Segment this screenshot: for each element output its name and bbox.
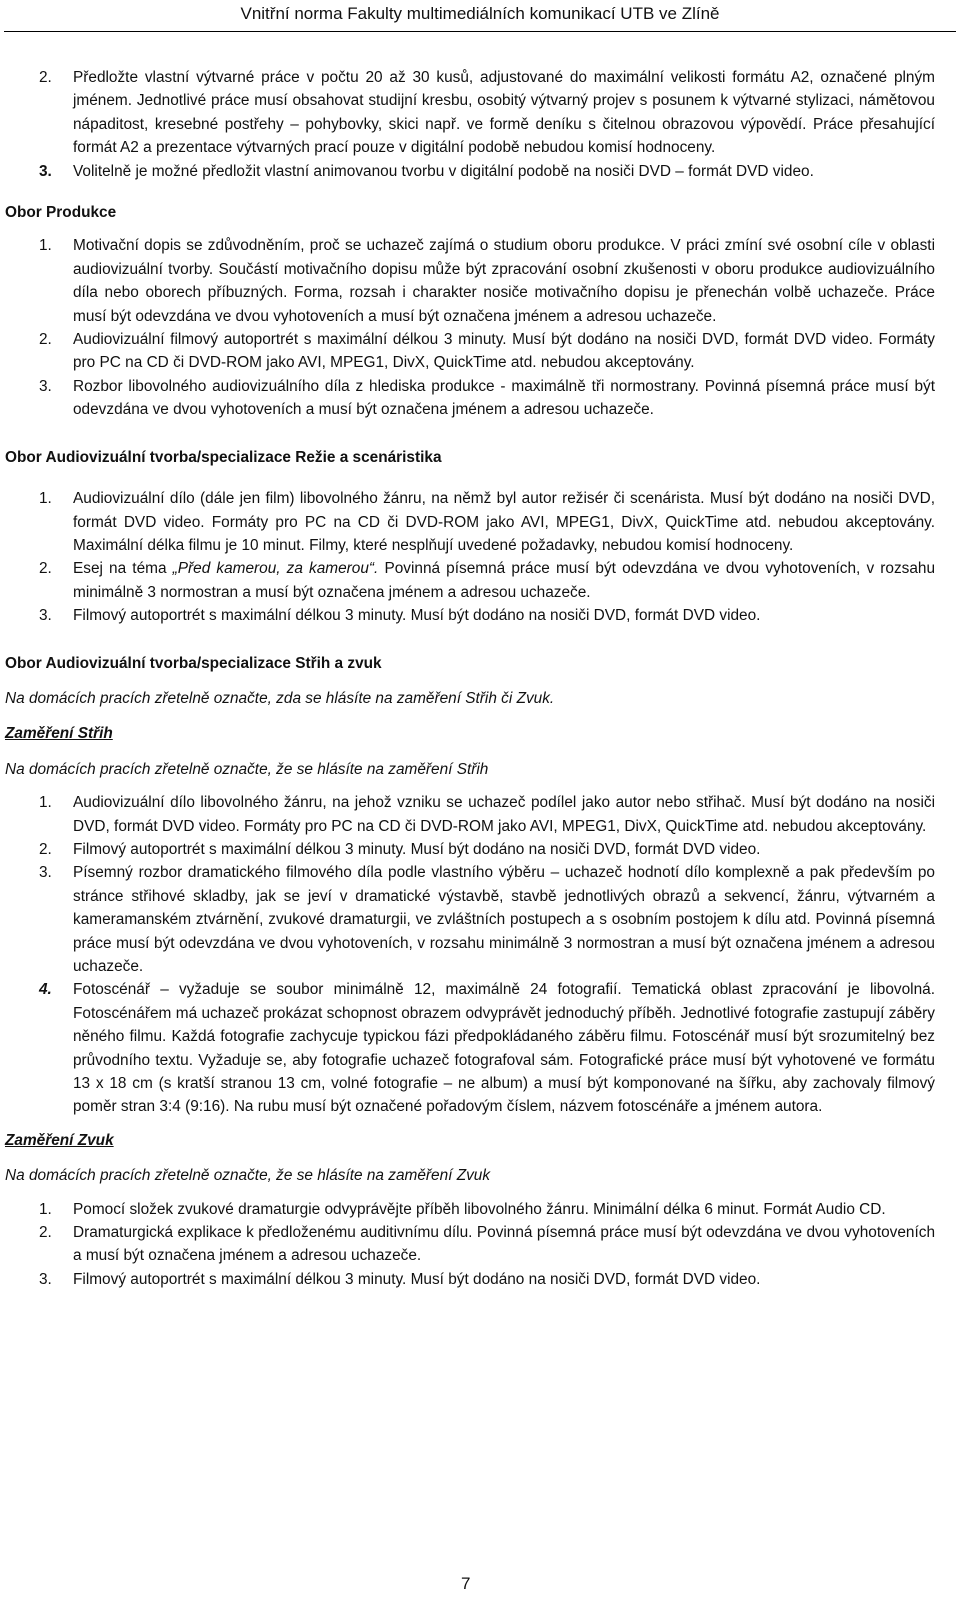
item-text: Audiovizuální dílo (dále jen film) libovolného žánru, na němž byl autor režisér či scenárista. Musí být dodáno na nosiči DVD, formát DVD video. Formáty pro PC na CD či DVD-ROM jako AVI, MPEG1, DivX, QuickTime atd. nebudou akceptovány. Maximální délka filmu je 10 minut. Filmy, které nesplňují uvedené požadavky, nebudou komisí hodnoceny. [73,490,935,554]
page-content [5,66,935,1291]
item-number: 1. [39,794,52,812]
item-number: 3. [39,864,52,882]
subsection-note: Na domácích pracích zřetelně označte, že se hlásíte na zaměření Střih [5,760,489,778]
item-text: Fotoscénář – vyžaduje se soubor minimálně 12, maximálně 24 fotografií. Tematická oblast zpracování je libovolná. Fotoscénářem má uchazeč prokázat schopnost obrazem odvyprávět jednoduchý příběh. Jednotlivé fotografie zastupují záběry něného filmu. Každá fotografie zachycuje typickou fázi předpokládaného záběru filmu. Fotoscénář musí být srozumitelný bez průvodního textu. Vyžaduje se, aby fotografie uchazeč fotografoval sám. Fotografické práce musí být vyhotovené ve formátu 13 x 18 cm (s kratší stranou 13 cm, volné fotografie – ne album) a musí být komponované na šířku, aby zachovaly filmový poměr stran 3:4 (9:16). Na rubu musí být označené pořadovým číslem, názvem fotoscénáře a jménem autora. [73,981,935,1116]
item-number: 1. [39,1200,52,1218]
item-number: 2. [39,1224,52,1242]
section-heading-produkce: Obor Produkce [5,204,117,222]
item-text [73,557,935,604]
header-rule [4,31,956,32]
list-item [5,791,935,838]
item-text: Audiovizuální dílo libovolného žánru, na jehož vzniku se uchazeč podílel jako autor nebo střihač. Musí být dodáno na nosiči DVD, formát DVD video. Formáty pro PC na CD či DVD-ROM jako AVI, MPEG1, DivX, QuickTime atd. nebudou akceptovány. [73,794,935,835]
item-text: Předložte vlastní výtvarné práce v počtu 20 až 30 kusů, adjustované do maximální velikosti formátu A2, označené plným jménem. Jednotlivé práce musí obsahovat studijní kresbu, osobitý výtvarný projev s posunem k výtvarné stylizaci, námětovou nápaditost, kresebné postřehy – pohybovky, skici např. ve formě deníku s čitelnou obrazovou výpovědí. Práce přesahující formát A2 a prezentace výtvarných prací pouze v digitální podobě nebudou komisí hodnoceny. [73,69,935,157]
item-number: 2. [39,69,52,86]
item-number: 1. [39,490,52,508]
list-item [5,1268,935,1291]
list-item [5,487,935,557]
page-number: 7 [461,1574,471,1593]
item-number: 3. [39,1270,52,1288]
list-item [5,160,935,183]
item-number: 2. [39,331,52,349]
list-item [5,1221,935,1268]
subsection-heading-zvuk: Zaměření Zvuk [5,1131,114,1149]
section-note: Na domácích pracích zřetelně označte, zda se hlásíte na zaměření Střih či Zvuk. [5,689,555,707]
item-text: Filmový autoportrét s maximální délkou 3 minuty. Musí být dodáno na nosiči DVD, formát DVD video. [73,607,761,625]
list-item [5,328,935,375]
list-item [5,557,935,604]
list-item [5,604,935,627]
item-text-post: Povinná písemná práce musí být odevzdána ve dvou vyhotoveních, v rozsahu minimálně 3 normostran a musí být označena jménem a adresou uchazeče. [73,560,936,601]
item-text-pre: Esej na téma [73,560,173,578]
list-item [5,66,935,160]
item-text: Dramaturgická explikace k předloženému auditivnímu dílu. Povinná písemná práce musí být odevzdána ve dvou vyhotoveních a musí být označena jménem a adresou uchazeče. [73,1224,935,1265]
list-item [5,861,935,978]
subsection-note: Na domácích pracích zřetelně označte, že se hlásíte na zaměření Zvuk [5,1167,491,1185]
item-text: Písemný rozbor dramatického filmového díla podle vlastního výběru – uchazeč hodnotí dílo komplexně a pak především po stránce střihové skladby, jak se jeví v dramatické výstavbě, stavbě jednotlivých obrazů a sekvencí, žánru, výtvarném a kameramanském ztvárnění, zvukové dramaturgii, ve zvláštních postupech a s osobním postojem k dílu atd. Povinná písemná práce musí být odevzdána ve dvou vyhotoveních, v rozsahu minimálně 3 normostran a musí být označena jménem a adresou uchazeče. [73,864,935,975]
item-number: 4. [39,981,52,999]
item-number: 2. [39,560,52,578]
list-item [5,234,935,328]
item-text: Filmový autoportrét s maximální délkou 3 minuty. Musí být dodáno na nosiči DVD, formát DVD video. [73,1270,761,1288]
list-item [5,375,935,422]
item-text: Pomocí složek zvukové dramaturgie odvyprávějte příběh libovolného žánru. Minimální délka 6 minut. Formát Audio CD. [73,1200,886,1218]
item-number: 2. [39,840,52,858]
list-item [5,838,935,861]
list-item [5,978,935,1118]
item-text: Filmový autoportrét s maximální délkou 3 minuty. Musí být dodáno na nosiči DVD, formát DVD video. [73,840,761,858]
item-text: Audiovizuální filmový autoportrét s maximální délkou 3 minuty. Musí být dodáno na nosiči DVD, formát DVD video. Formáty pro PC na CD či DVD-ROM jako AVI, MPEG1, DivX, QuickTime atd. nebudou akceptovány. [73,331,935,372]
essay-topic: „Před kamerou, za kamerou“. [172,560,379,578]
item-number: 3. [39,162,52,180]
item-number: 1. [39,237,52,255]
item-number: 3. [39,607,52,625]
item-text: Volitelně je možné předložit vlastní animovanou tvorbu v digitální podobě na nosiči DVD – formát DVD video. [73,162,814,180]
list-item [5,1198,935,1221]
item-number: 3. [39,377,52,395]
item-text: Rozbor libovolného audiovizuálního díla z hlediska produkce - maximálně tři normostrany. Povinná písemná práce musí být odevzdána ve dvou vyhotoveních a musí být označena jménem a adresou uchazeče. [73,377,935,419]
running-header: Vnitřní norma Fakulty multimediálních komunikací UTB ve Zlíně [240,4,720,23]
section-heading-rezie: Obor Audiovizuální tvorba/specializace Režie a scenáristika [5,448,442,466]
subsection-heading-strih: Zaměření Střih [5,725,113,743]
item-text: Motivační dopis se zdůvodněním, proč se uchazeč zajímá o studium oboru produkce. V práci zmíní své osobní cíle v oblasti audiovizuální tvorby. Součástí motivačního dopisu může být zpracování osobní zkušenosti v oboru produkce audiovizuálního díla nebo oborech příbuzných. Forma, rozsah i charakter nosiče motivačního dopisu je přenechán volbě uchazeče. Práce musí být odevzdána ve dvou vyhotoveních a musí být označena jménem a adresou uchazeče. [73,237,935,325]
section-heading-strih-zvuk: Obor Audiovizuální tvorba/specializace Střih a zvuk [5,654,382,672]
